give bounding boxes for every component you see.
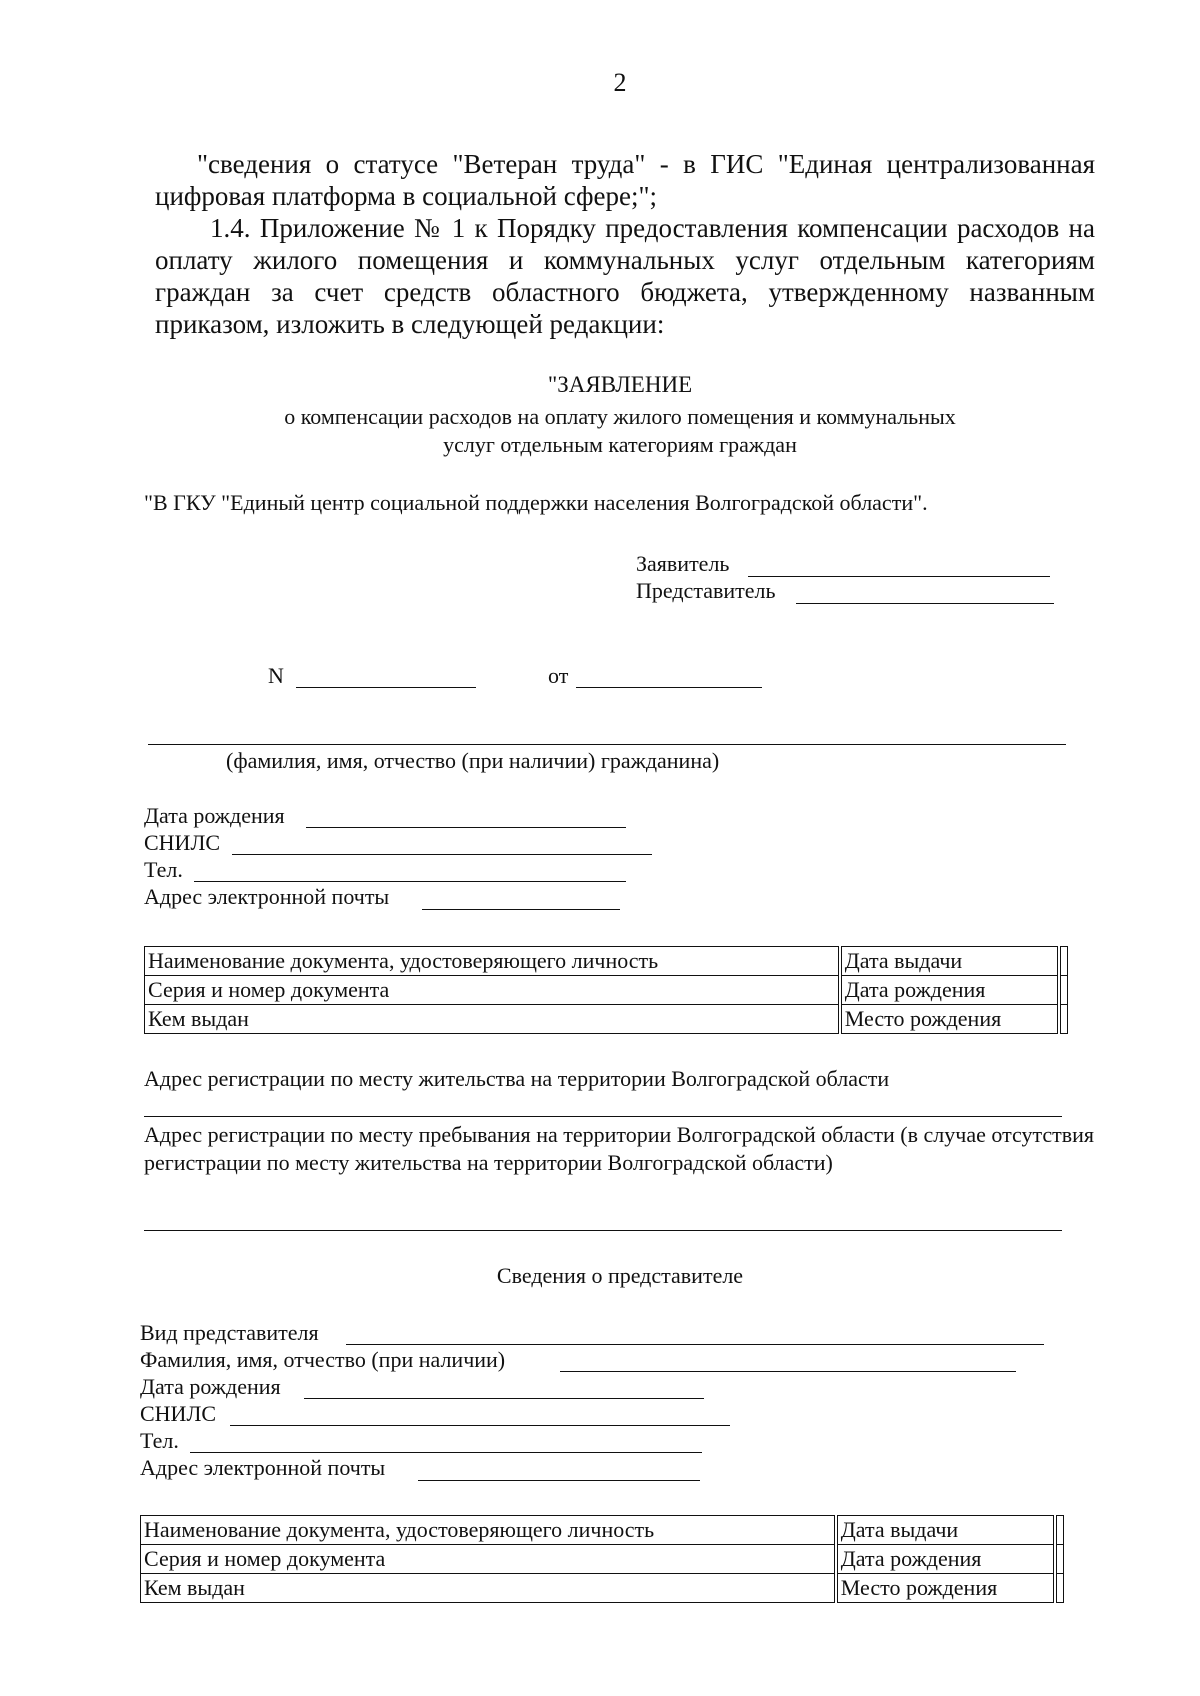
table-cell[interactable]: Дата выдачи — [836, 1516, 1055, 1545]
number-line[interactable] — [296, 687, 476, 688]
table-cell[interactable] — [1055, 1574, 1063, 1603]
table-cell[interactable]: Дата рождения — [836, 1545, 1055, 1574]
table-cell[interactable]: Место рождения — [836, 1574, 1055, 1603]
citizen-id-document-table — [144, 946, 1068, 1034]
representative-section-title: Сведения о представителе — [496, 1263, 744, 1288]
rep-birth-date-label: Дата рождения — [140, 1374, 281, 1399]
table-row — [145, 976, 1068, 1005]
table-cell[interactable] — [1059, 947, 1067, 976]
paragraph-appendix-1-4: 1.4. Приложение № 1 к Порядку предоставления компенсации расходов на оплату жилого помещения и коммунальных услуг отдельным категориям граждан за счет средств областного бюджета, утвержденному названным приказом, изложить в следующей редакции: — [155, 213, 1095, 339]
addressee: "В ГКУ "Единый центр социальной поддержки населения Волгоградской области". — [144, 490, 928, 515]
email-line[interactable] — [422, 909, 620, 910]
table-cell[interactable]: Наименование документа, удостоверяющего личность — [141, 1516, 836, 1545]
applicant-line[interactable] — [748, 576, 1050, 577]
form-title: "ЗАЯВЛЕНИЕ — [547, 372, 693, 397]
birth-date-line[interactable] — [306, 827, 626, 828]
snils-label: СНИЛС — [144, 830, 221, 855]
rep-birth-date-line[interactable] — [304, 1398, 704, 1399]
phone-label: Тел. — [144, 857, 183, 882]
fio-line[interactable] — [148, 744, 1066, 745]
table-cell[interactable]: Дата рождения — [840, 976, 1059, 1005]
rep-phone-line[interactable] — [190, 1452, 702, 1453]
form-subtitle-line2: услуг отдельным категориям граждан — [443, 432, 797, 457]
rep-fio-line[interactable] — [560, 1371, 1016, 1372]
table-row — [141, 1516, 1064, 1545]
table-cell[interactable]: Кем выдан — [141, 1574, 836, 1603]
representative-id-document-table — [140, 1515, 1064, 1603]
table-cell[interactable]: Кем выдан — [145, 1005, 840, 1034]
rep-phone-label: Тел. — [140, 1428, 179, 1453]
table-cell[interactable]: Место рождения — [840, 1005, 1059, 1034]
table-cell[interactable] — [1055, 1516, 1063, 1545]
birth-date-label: Дата рождения — [144, 803, 285, 828]
email-label: Адрес электронной почты — [144, 884, 390, 909]
snils-line[interactable] — [232, 854, 652, 855]
representative-label: Представитель — [636, 578, 776, 603]
table-cell[interactable] — [1059, 1005, 1067, 1034]
reg-address-stay-line[interactable] — [144, 1230, 1062, 1231]
rep-email-line[interactable] — [418, 1480, 700, 1481]
table-row — [141, 1545, 1064, 1574]
date-from-line[interactable] — [576, 687, 762, 688]
date-from-label: от — [548, 663, 569, 688]
applicant-label: Заявитель — [636, 551, 730, 576]
table-cell[interactable]: Серия и номер документа — [145, 976, 840, 1005]
table-row — [145, 1005, 1068, 1034]
rep-email-label: Адрес электронной почты — [140, 1455, 386, 1480]
reg-address-stay-label: Адрес регистрации по месту пребывания на территории Волгоградской области (в случае отсутствия регистрации по месту жительства на территории Волгоградской области) — [144, 1122, 1094, 1175]
table-cell[interactable] — [1055, 1545, 1063, 1574]
table-cell[interactable]: Серия и номер документа — [141, 1545, 836, 1574]
representative-line[interactable] — [796, 603, 1054, 604]
table-cell[interactable]: Наименование документа, удостоверяющего личность — [145, 947, 840, 976]
rep-snils-label: СНИЛС — [140, 1401, 217, 1426]
reg-address-residence-label: Адрес регистрации по месту жительства на территории Волгоградской области — [144, 1066, 890, 1091]
rep-type-label: Вид представителя — [140, 1320, 319, 1345]
table-row — [141, 1574, 1064, 1603]
rep-type-line[interactable] — [346, 1344, 1044, 1345]
page-number: 2 — [613, 68, 627, 97]
reg-address-residence-line[interactable] — [144, 1116, 1062, 1117]
table-row — [145, 947, 1068, 976]
rep-fio-label: Фамилия, имя, отчество (при наличии) — [140, 1347, 506, 1372]
phone-line[interactable] — [194, 881, 626, 882]
number-label: N — [268, 663, 284, 688]
form-subtitle-line1: о компенсации расходов на оплату жилого помещения и коммунальных — [284, 404, 956, 429]
fio-caption: (фамилия, имя, отчество (при наличии) гражданина) — [226, 748, 720, 773]
table-cell[interactable] — [1059, 976, 1067, 1005]
table-cell[interactable]: Дата выдачи — [840, 947, 1059, 976]
rep-snils-line[interactable] — [230, 1425, 730, 1426]
paragraph-veteran-status: "сведения о статусе "Ветеран труда" - в ГИС "Единая централизованная цифровая платформа в социальной сфере;"; — [155, 149, 1095, 211]
